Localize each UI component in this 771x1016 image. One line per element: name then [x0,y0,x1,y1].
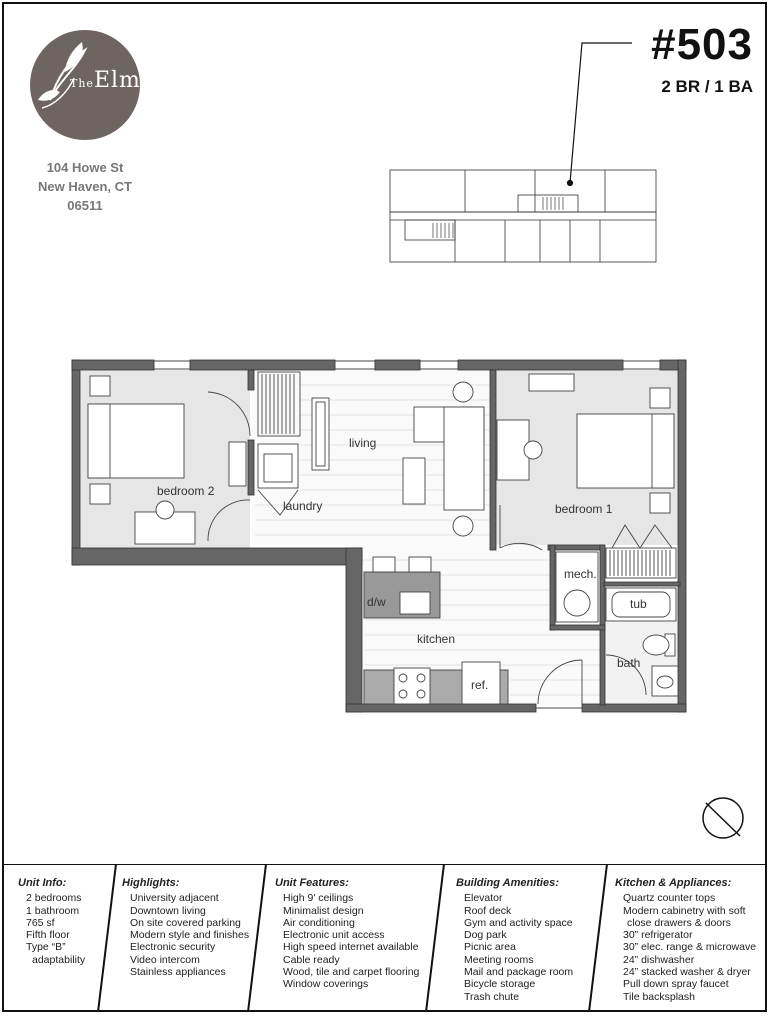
column-heading: Highlights: [122,877,180,889]
leader-line [568,43,633,186]
list-item: Air conditioning [283,916,355,929]
list-item: Type “B” [26,941,66,954]
list-item: Stainless appliances [130,966,226,979]
list-item: 1 bathroom [26,904,80,917]
room-label-tub: tub [630,597,647,611]
list-item: Trash chute [464,990,520,1003]
key-plan [390,170,656,262]
list-item: Elevator [464,892,503,905]
room-label-bedroom-2: bedroom 2 [157,484,215,498]
list-item: Cable ready [283,953,340,966]
list-item: Roof deck [464,904,512,917]
room-label-kitchen: kitchen [417,632,456,646]
list-item: Wood, tile and carpet flooring [283,966,420,979]
logo-wordmark: TheElm [70,68,141,93]
address-line: 06511 [67,198,103,213]
list-item: close drawers & doors [627,916,731,929]
room-label-living: living [349,436,377,450]
list-item: Minimalist design [283,904,364,917]
room-label-refrigerator: ref. [471,678,489,692]
north-arrow-icon [703,798,743,838]
list-item: Dog park [464,929,507,942]
room-label-dishwasher: d/w [367,595,386,609]
list-item: Fifth floor [26,929,70,942]
list-item: Electronic unit access [283,929,385,942]
list-item: 765 sf [26,916,55,929]
list-item: Bicycle storage [464,978,536,991]
list-item: High 9' ceilings [283,892,354,905]
unit-type: 2 BR / 1 BA [661,77,753,96]
list-item: Modern cabinetry with soft [623,904,746,917]
list-item: Tile backsplash [623,990,695,1003]
list-item: Window coverings [283,978,369,991]
address-line: 104 Howe St [46,160,124,175]
list-item: Meeting rooms [464,953,534,966]
list-item: Pull down spray faucet [623,978,729,991]
kitchen-appliances-column [615,877,756,1003]
list-item: Mail and package room [464,966,574,979]
list-item: Quartz counter tops [623,892,716,905]
column-heading: Unit Features: [275,877,349,889]
list-item: On site covered parking [130,916,241,929]
list-item: Video intercom [130,953,200,966]
highlights-column [122,877,249,978]
list-item: 24” stacked washer & dryer [623,966,751,979]
unit-features-column [275,877,419,991]
list-item: 24” dishwasher [623,953,695,966]
room-label-bedroom-1: bedroom 1 [555,502,613,516]
list-item: Modern style and finishes [130,929,250,942]
building-amenities-column [456,877,573,1003]
column-heading: Kitchen & Appliances: [615,877,732,889]
column-heading: Building Amenities: [456,877,559,889]
list-item: Gym and activity space [464,916,573,929]
list-item: Picnic area [464,941,516,954]
unit-number: #503 [651,20,753,69]
room-label-mech: mech. [564,567,597,581]
list-item: Downtown living [130,904,206,917]
list-item: 30” elec. range & microwave [623,941,757,954]
room-label-bath: bath [617,656,641,670]
address-line: New Haven, CT [38,179,132,194]
list-item: High speed internet available [283,941,419,954]
column-heading: Unit Info: [18,877,67,889]
list-item: 30” refrigerator [623,929,693,942]
list-item: Electronic security [130,941,216,954]
list-item: adaptability [32,953,86,966]
unit-info-column [18,877,85,966]
room-label-laundry: laundry [283,499,323,513]
list-item: University adjacent [130,892,219,905]
list-item: 2 bedrooms [26,892,82,905]
